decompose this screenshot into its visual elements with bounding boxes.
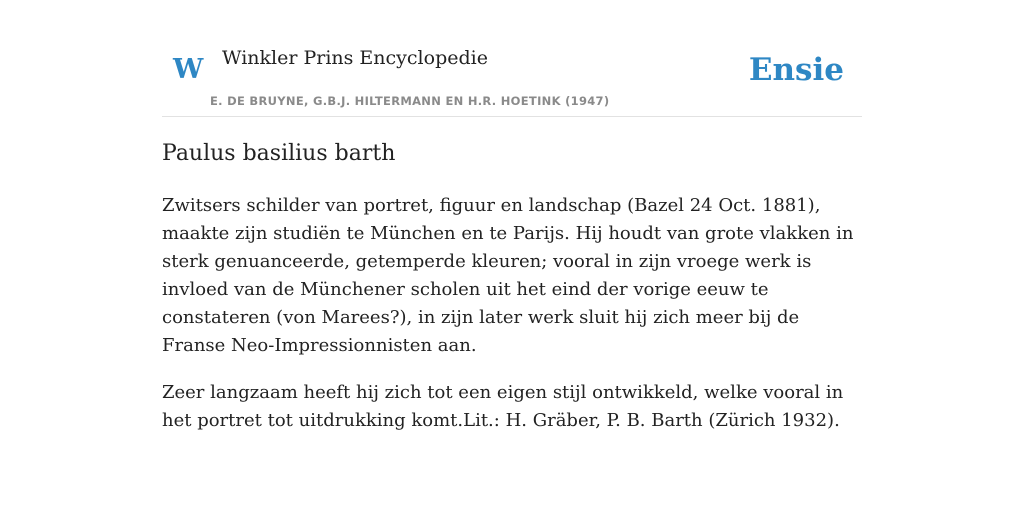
authors-line: E. DE BRUYNE, G.B.J. HILTERMANN EN H.R. HOETINK (1947) — [210, 94, 610, 108]
ensie-logo[interactable]: Ensie — [748, 52, 844, 88]
encyclopedia-header — [162, 0, 862, 117]
article-paragraph-2: Zeer langzaam heeft hij zich tot een eigen stijl ontwikkeld, welke vooral in het portret tot uitdrukking komt.Lit.: H. Gräber, P. B. Barth (Zürich 1932). — [162, 382, 844, 431]
article-paragraph-1: Zwitsers schilder van portret, figuur en landschap (Bazel 24 Oct. 1881), maakte zijn studiën te München en te Parijs. Hij houdt van grote vlakken in sterk genuanceerde, getemperde kleuren; vooral in zijn vroege werk is invloed van de Münchener scholen uit het eind der vorige eeuw te constateren (von Marees?), in zijn later werk sluit hij zich meer bij de Franse Neo-Impressionnisten aan. — [162, 195, 854, 356]
article — [162, 138, 862, 435]
winkler-prins-logo-icon[interactable]: W — [173, 54, 204, 85]
article-title: Paulus basilius barth — [162, 141, 396, 166]
book-title-link[interactable]: Winkler Prins Encyclopedie — [222, 47, 488, 69]
